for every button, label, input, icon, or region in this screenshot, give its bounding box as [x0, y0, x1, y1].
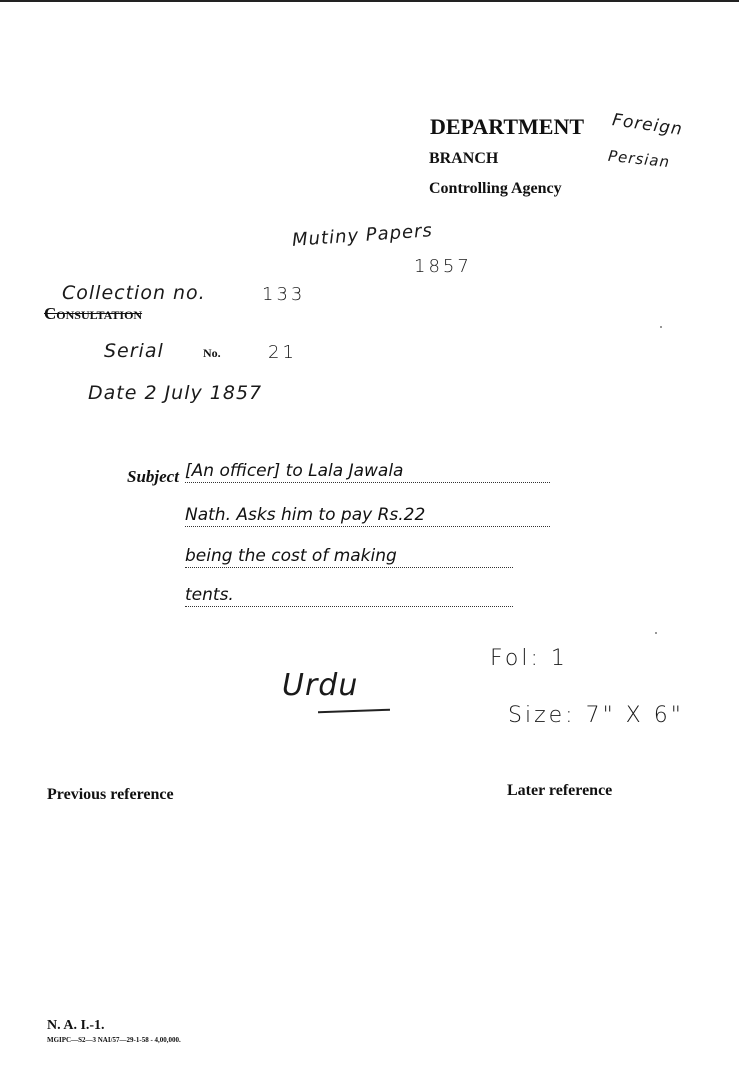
collection-year: 1857 — [414, 256, 472, 277]
subject-line: Nath. Asks him to pay Rs.22 — [185, 505, 550, 527]
later-reference-label: Later reference — [507, 782, 613, 799]
printer-line: MGIPC—S2—3 NAI/57—29-1-58 - 4,00,000. — [47, 1036, 181, 1044]
serial-value: 21 — [268, 342, 297, 363]
subject-line: tents. — [185, 585, 513, 607]
collection-title: Mutiny Papers — [291, 220, 434, 251]
branch-label: BRANCH — [429, 150, 499, 167]
date-entry: Date 2 July 1857 — [88, 382, 263, 404]
folio-note: Fol: 1 — [490, 646, 568, 671]
language-underline — [318, 709, 390, 714]
subject-line: [An officer] to Lala Jawala — [185, 461, 550, 483]
branch-value: Persian — [607, 146, 671, 172]
language-note: Urdu — [282, 668, 359, 703]
collection-no-label: Collection no. — [62, 282, 206, 304]
subject-line: being the cost of making — [185, 546, 513, 568]
paper-speck — [655, 632, 657, 634]
size-note: Size: 7" X 6" — [508, 703, 684, 728]
department-value: Foreign — [610, 110, 684, 140]
form-code: N. A. I.-1. — [47, 1018, 105, 1033]
department-label: DEPARTMENT — [430, 114, 585, 139]
serial-label: Serial — [104, 340, 164, 362]
consultation-label-struck: Consultation — [44, 304, 143, 323]
paper-speck — [660, 326, 662, 328]
collection-no-value: 133 — [262, 284, 306, 305]
subject-label: Subject — [127, 467, 179, 486]
previous-reference-label: Previous reference — [47, 786, 174, 803]
controlling-agency-label: Controlling Agency — [429, 180, 562, 197]
serial-no-label: No. — [203, 346, 221, 360]
top-border-rule — [0, 0, 739, 2]
